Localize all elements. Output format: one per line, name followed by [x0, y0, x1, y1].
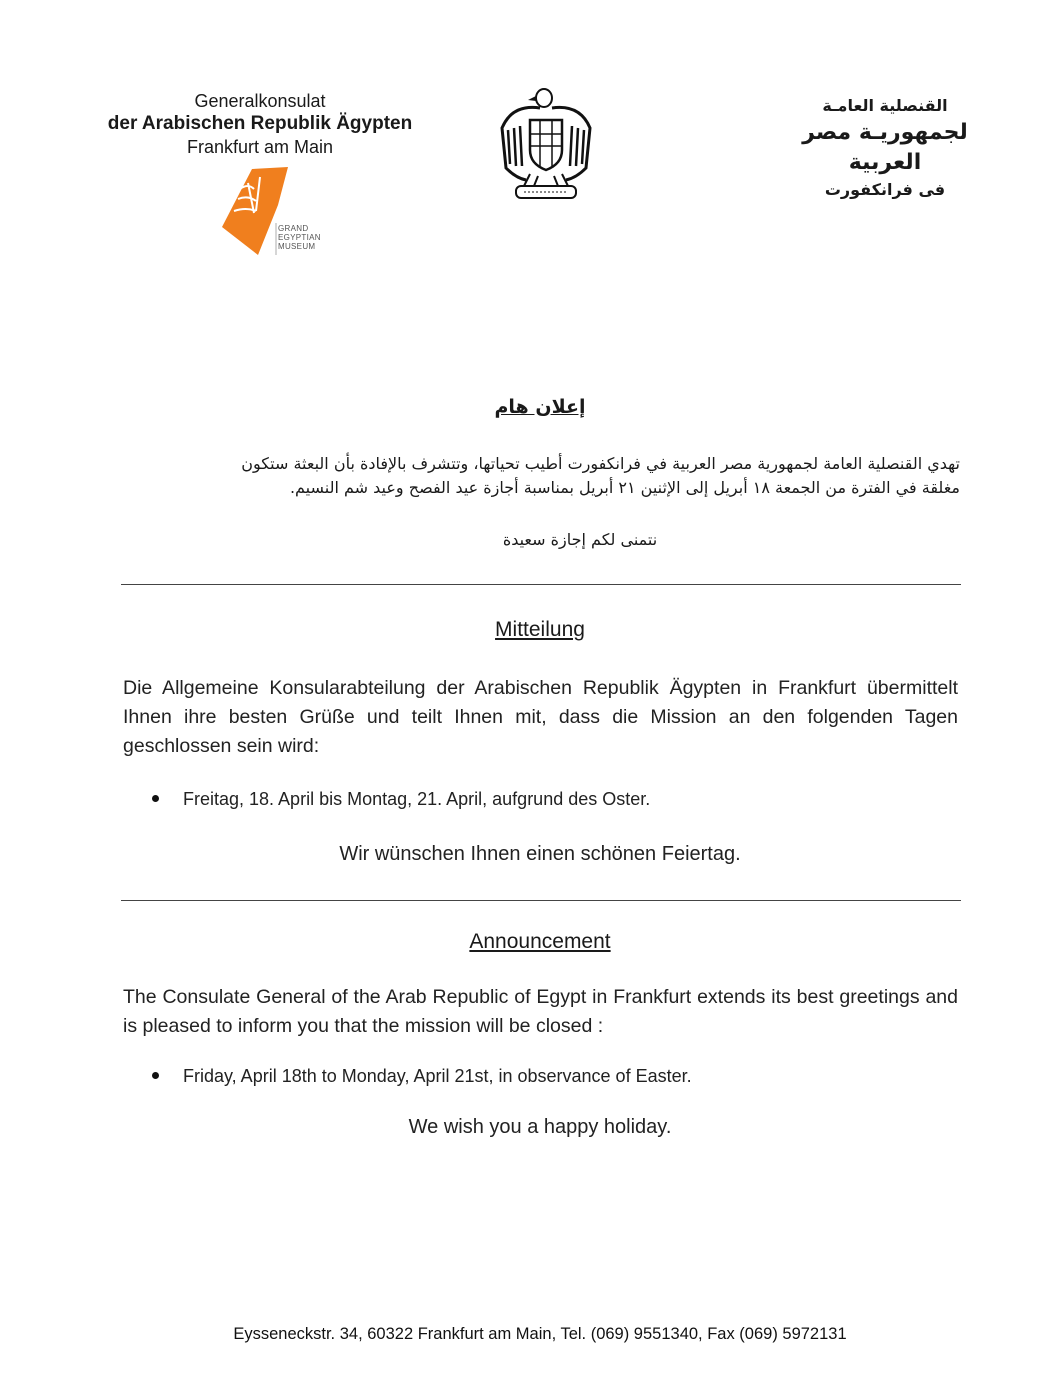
header-right-line2: لجمهوريـة مصر العربية — [802, 120, 968, 175]
english-paragraph: The Consulate General of the Arab Republic of Egypt in Frankfurt extends its best greetings and is pleased to inform you that the mission will be closed : — [123, 986, 958, 1037]
eagle-emblem-icon — [500, 84, 592, 206]
header-right-line1: القنصلية العامـة — [822, 96, 948, 115]
arabic-title: إعلان هام — [494, 396, 586, 418]
footer-address: Eysseneckstr. 34, 60322 Frankfurt am Main, Tel. (069) 9551340, Fax (069) 5972131 — [233, 1325, 847, 1343]
english-wish: We wish you a happy holiday. — [408, 1116, 672, 1138]
german-wish: Wir wünschen Ihnen einen schönen Feiertag. — [339, 843, 741, 865]
section-divider — [121, 900, 961, 901]
german-bullet-text: Freitag, 18. April bis Montag, 21. April, aufgrund des Oster. — [183, 789, 651, 809]
gem-logo-text-line2: EGYPTIAN — [278, 233, 321, 242]
german-paragraph: Die Allgemeine Konsularabteilung der Arabischen Republik Ägypten in Frankfurt übermittelt Ihnen ihre besten Grüße und teilt Ihnen mit, dass die Mission an den folgenden Tagen geschlossen sein wird: — [123, 677, 958, 757]
header-left-line1: Generalkonsulat — [194, 91, 326, 111]
gem-logo-text-line1: GRAND — [278, 224, 309, 233]
consulate-name-arabic — [770, 94, 1000, 202]
header-left-line2: der Arabischen Republik Ägypten — [107, 113, 413, 134]
header-right-line3: فى فرانكفورت — [824, 180, 946, 199]
header-left-line3: Frankfurt am Main — [186, 137, 334, 157]
section-divider — [121, 584, 961, 585]
arabic-paragraph-line2: مغلقة في الفترة من الجمعة ١٨ أبريل إلى الإثنين ٢١ أبريل بمناسبة أجازة عيد الفصح وعيد شم النسيم. — [289, 478, 960, 497]
english-title: Announcement — [469, 930, 611, 953]
english-bullet-item — [152, 1066, 692, 1087]
bullet-icon — [152, 1072, 159, 1079]
bullet-icon — [152, 795, 159, 802]
english-bullet-text: Friday, April 18th to Monday, April 21st, in observance of Easter. — [183, 1066, 692, 1086]
arabic-paragraph-line1: تهدي القنصلية العامة لجمهورية مصر العربية في فرانكفورت أطيب تحياتها، وتتشرف بالإفادة بأن البعثة ستكون — [241, 454, 960, 473]
consulate-name-german — [100, 90, 420, 158]
arabic-wish: نتمنى لكم إجازة سعيدة — [502, 530, 658, 549]
german-title: Mitteilung — [495, 618, 585, 641]
gem-logo-text — [278, 224, 321, 251]
gem-logo-text-line3: MUSEUM — [278, 242, 316, 251]
german-bullet-item — [152, 789, 650, 810]
